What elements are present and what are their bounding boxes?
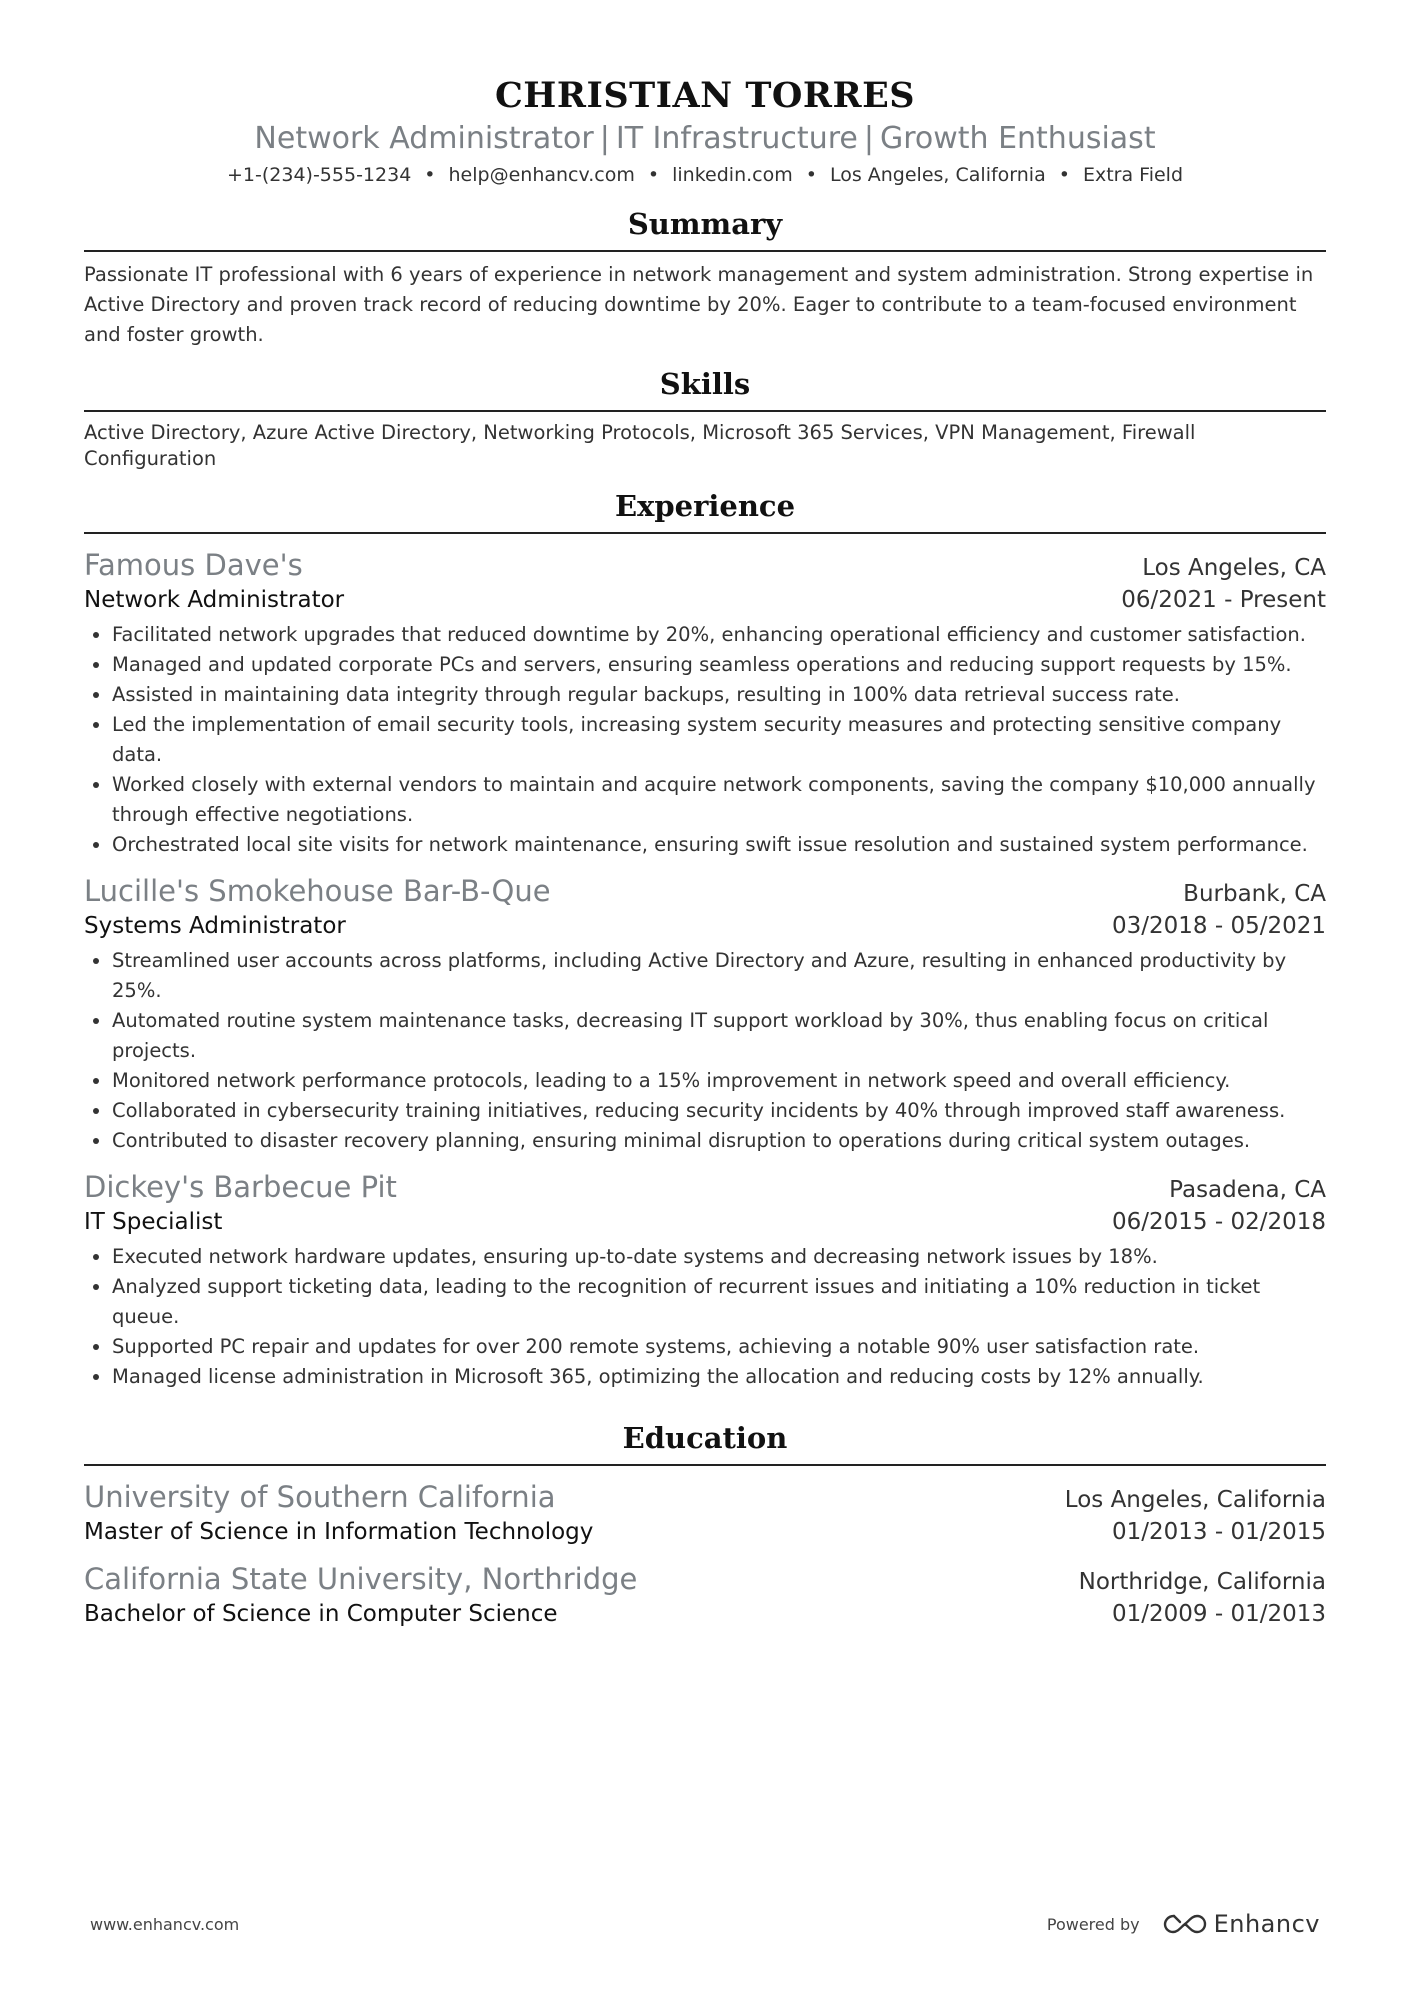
experience-role-row — [84, 1206, 1326, 1238]
section-title-experience: Experience — [84, 486, 1326, 534]
job-dates: 06/2021 - Present — [1121, 587, 1326, 613]
degree: Bachelor of Science in Computer Science — [84, 1601, 558, 1627]
achievement-item: • Analyzed support ticketing data, leading to the recognition of recurrent issues and initiating a 10% reduction in ticket queue. — [112, 1272, 1326, 1332]
tagline-separator: | — [599, 121, 610, 156]
job-dates: 03/2018 - 05/2021 — [1111, 913, 1326, 939]
job-dates: 06/2015 - 02/2018 — [1111, 1209, 1326, 1235]
contact-separator: • — [647, 164, 660, 186]
company-name: Dickey's Barbecue Pit — [84, 1170, 397, 1204]
contact-linkedin[interactable]: linkedin.com — [672, 164, 793, 186]
experience-section — [84, 486, 1326, 1392]
achievement-item: • Supported PC repair and updates for over 200 remote systems, achieving a notable 90% user satisfaction rate. — [112, 1332, 1326, 1362]
tagline-item: Growth Enthusiast — [879, 121, 1156, 156]
education-header-row — [84, 1478, 1326, 1516]
page-footer — [90, 1910, 1320, 1938]
education-degree-row — [84, 1598, 1326, 1630]
tagline-item: IT Infrastructure — [615, 121, 858, 156]
contact-location: Los Angeles, California — [829, 164, 1046, 186]
resume-header — [84, 0, 1326, 190]
summary-text: Passionate IT professional with 6 years of experience in network management and system administration. Strong expertise in Active Directory and proven track record of reducing downtime by 20%. Eager to contribute to a team-focused environment and foster growth. — [84, 263, 1314, 346]
footer-website-link[interactable]: www.enhancv.com — [90, 1914, 240, 1934]
enhancv-logo-icon — [1162, 1912, 1208, 1936]
achievement-list — [84, 620, 1326, 860]
contact-separator: • — [424, 164, 436, 186]
achievement-item: • Monitored network performance protocols, leading to a 15% improvement in network speed and overall efficiency. — [112, 1066, 1326, 1096]
achievement-list — [84, 946, 1326, 1156]
job-location: Burbank, CA — [1183, 881, 1326, 907]
contact-separator: • — [805, 164, 817, 186]
achievement-item: • Facilitated network upgrades that reduced downtime by 20%, enhancing operational efficiency and customer satisfaction. — [112, 620, 1326, 650]
contact-separator: • — [1058, 164, 1070, 186]
brand-link[interactable] — [1162, 1910, 1320, 1938]
job-location: Los Angeles, CA — [1142, 555, 1326, 581]
skills-section — [84, 364, 1326, 472]
experience-entry — [84, 546, 1326, 860]
job-location: Pasadena, CA — [1169, 1177, 1326, 1203]
achievement-item: • Collaborated in cybersecurity training initiatives, reducing security incidents by 40% through improved staff awareness. — [112, 1096, 1326, 1126]
candidate-name: CHRISTIAN TORRES — [494, 75, 916, 116]
education-entry — [84, 1560, 1326, 1630]
achievement-item: • Assisted in maintaining data integrity through regular backups, resulting in 100% data retrieval success rate. — [112, 680, 1326, 710]
achievement-item: • Managed license administration in Microsoft 365, optimizing the allocation and reducing costs by 12% annually. — [112, 1362, 1326, 1392]
achievement-item: • Streamlined user accounts across platforms, including Active Directory and Azure, resulting in enhanced productivity by 25%. — [112, 946, 1326, 1006]
job-title: Network Administrator — [84, 587, 345, 613]
experience-header-row — [84, 546, 1326, 584]
education-dates: 01/2009 - 01/2013 — [1111, 1601, 1326, 1627]
degree: Master of Science in Information Technology — [84, 1519, 594, 1545]
tagline-separator: | — [863, 121, 874, 156]
achievement-item: • Orchestrated local site visits for network maintenance, ensuring swift issue resolution and sustained system performance. — [112, 830, 1326, 860]
section-title-summary: Summary — [84, 204, 1326, 252]
achievement-item: • Managed and updated corporate PCs and servers, ensuring seamless operations and reducing support requests by 15%. — [112, 650, 1326, 680]
achievement-item: • Executed network hardware updates, ensuring up-to-date systems and decreasing network issues by 18%. — [112, 1242, 1326, 1272]
experience-header-row — [84, 872, 1326, 910]
experience-role-row — [84, 584, 1326, 616]
company-name: Lucille's Smokehouse Bar-B-Que — [84, 874, 551, 908]
skills-text: Active Directory, Azure Active Directory, Networking Protocols, Microsoft 365 Services, VPN Management, Firewall Configuration — [84, 421, 1196, 470]
powered-by-label: Powered by — [1046, 1914, 1140, 1934]
contact-extra-field: Extra Field — [1082, 164, 1183, 186]
footer-branding — [1047, 1910, 1320, 1938]
job-title: Systems Administrator — [84, 913, 346, 939]
tagline-item: Network Administrator — [254, 121, 594, 156]
section-title-education: Education — [84, 1418, 1326, 1466]
tagline — [84, 118, 1326, 160]
contact-line — [84, 160, 1326, 190]
summary-section — [84, 204, 1326, 350]
education-section — [84, 1418, 1326, 1630]
school-location: Los Angeles, California — [1064, 1487, 1326, 1513]
education-dates: 01/2013 - 01/2015 — [1111, 1519, 1326, 1545]
experience-header-row — [84, 1168, 1326, 1206]
achievement-item: • Automated routine system maintenance tasks, decreasing IT support workload by 30%, thus enabling focus on critical projects. — [112, 1006, 1326, 1066]
achievement-item: • Worked closely with external vendors to maintain and acquire network components, saving the company $10,000 annually through effective negotiations. — [112, 770, 1326, 830]
education-header-row — [84, 1560, 1326, 1598]
school-location: Northridge, California — [1078, 1569, 1326, 1595]
school-name: University of Southern California — [84, 1480, 556, 1514]
experience-entry — [84, 872, 1326, 1156]
brand-name: Enhancv — [1213, 1910, 1320, 1938]
achievement-item: • Contributed to disaster recovery planning, ensuring minimal disruption to operations during critical system outages. — [112, 1126, 1326, 1156]
school-name: California State University, Northridge — [84, 1562, 638, 1596]
experience-role-row — [84, 910, 1326, 942]
education-entry — [84, 1478, 1326, 1548]
contact-phone[interactable]: +1-(234)-555-1234 — [227, 164, 412, 186]
education-degree-row — [84, 1516, 1326, 1548]
section-title-skills: Skills — [84, 364, 1326, 412]
achievement-list — [84, 1242, 1326, 1392]
experience-entry — [84, 1168, 1326, 1392]
contact-email[interactable]: help@enhancv.com — [448, 164, 635, 186]
company-name: Famous Dave's — [84, 548, 303, 582]
achievement-item: • Led the implementation of email security tools, increasing system security measures and protecting sensitive company data. — [112, 710, 1326, 770]
job-title: IT Specialist — [84, 1209, 223, 1235]
